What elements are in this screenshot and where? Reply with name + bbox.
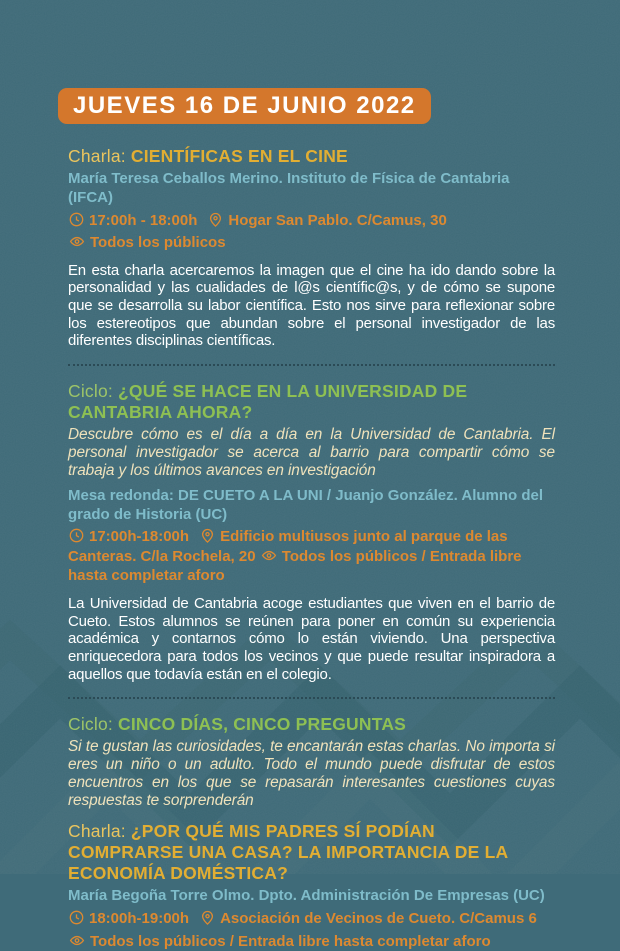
event-audience: Todos los públicos / Entrada libre hasta completar aforo: [90, 932, 491, 950]
clock-icon: [69, 910, 84, 925]
event-session: Mesa redonda: DE CUETO A LA UNI / Juanjo González. Alumno del grado de Historia (UC): [68, 486, 544, 523]
event-title: ¿POR QUÉ MIS PADRES SÍ PODÍAN COMPRARSE UNA CASA? LA IMPORTANCIA DE LA ECONOMÍA DOMÉSTICA?: [68, 821, 508, 884]
event-time: 17:00h - 18:00h: [89, 211, 198, 229]
event-place: Hogar San Pablo. C/Camus, 30: [228, 211, 447, 229]
event-intro: Descubre cómo es el día a día en la Universidad de Cantabria. El personal investigador se acerca al barrio para compartir cómo se trabaja y los últimos avances en investigación: [68, 425, 555, 479]
location-pin-icon: [200, 910, 215, 925]
location-pin-icon: [208, 212, 223, 227]
event-type-label: Charla:: [68, 821, 126, 842]
event-speaker: María Begoña Torre Olmo. Dpto. Administración De Empresas (UC): [68, 887, 545, 905]
event-time: 18:00h-19:00h: [89, 910, 190, 928]
event-time-place: [68, 909, 555, 929]
event-section-universidad-cantabria: [68, 381, 555, 683]
date-banner: JUEVES 16 DE JUNIO 2022: [58, 88, 431, 124]
event-time-place: [68, 211, 555, 231]
eye-icon: [69, 234, 85, 249]
event-type-label: Charla:: [68, 146, 126, 166]
event-title: ¿QUÉ SE HACE EN LA UNIVERSIDAD DE CANTABRIA AHORA?: [68, 380, 468, 422]
event-heading: [68, 821, 555, 884]
event-heading: [68, 146, 555, 167]
clock-icon: [69, 528, 84, 543]
event-audience: Todos los públicos / Entrada libre hasta completar aforo: [68, 547, 522, 585]
event-section-cientificas-en-el-cine: [68, 146, 555, 350]
section-separator: [68, 364, 555, 366]
event-audience: Todos los públicos: [90, 234, 226, 251]
event-description: En esta charla acercaremos la imagen que el cine ha ido dando sobre la personalidad y las cualidades de l@s científic@s, y de cómo se supone que se desarrolla su labor científica. Esto nos sirve para reflexionar sobre los estereotipos que abundan sobre el personal investigador de las diferentes disciplinas científicas.: [68, 261, 555, 350]
event-type-label: Ciclo:: [68, 714, 113, 735]
event-type-label: Ciclo:: [68, 380, 113, 401]
eye-icon: [261, 548, 277, 563]
event-title: CINCO DÍAS, CINCO PREGUNTAS: [118, 714, 407, 735]
event-heading: [68, 714, 555, 735]
event-time-place-audience: [68, 527, 555, 586]
section-separator: [68, 697, 555, 699]
event-audience-row: [68, 932, 555, 951]
event-intro: Si te gustan las curiosidades, te encantarán estas charlas. No importa si eres un niño o un adulto. Todo el mundo puede disfrutar de estos encuentros en los que se repasarán interesantes cuestiones cuyas respuestas te sorprenderán: [68, 738, 555, 810]
event-place: Asociación de Vecinos de Cueto. C/Camus 6: [220, 910, 537, 928]
event-speaker: María Teresa Ceballos Merino. Instituto de Física de Cantabria (IFCA): [68, 170, 510, 206]
location-pin-icon: [200, 528, 215, 543]
event-time: 17:00h-18:00h: [89, 528, 190, 546]
clock-icon: [69, 212, 84, 227]
event-place: Edificio multiusos junto al parque de las Canteras. C/la Rochela, 20: [68, 528, 508, 565]
event-audience-row: [68, 233, 555, 253]
event-description: La Universidad de Cantabria acoge estudiantes que viven en el barrio de Cueto. Estos alumnos se reúnen para poner en común su experiencia académica y contarnos cómo lo están viviendo. Una perspectiva enriquecedora para todos los vecinos y que puede resultar inspiradora a aquellos que todavía están en el colegio.: [68, 594, 555, 683]
event-title: CIENTÍFICAS EN EL CINE: [130, 146, 348, 166]
eye-icon: [69, 933, 85, 948]
event-heading: [68, 381, 555, 423]
program-content: [68, 146, 555, 951]
event-section-economia-domestica: [68, 821, 555, 951]
event-section-cinco-dias-cinco-preguntas: [68, 714, 555, 810]
